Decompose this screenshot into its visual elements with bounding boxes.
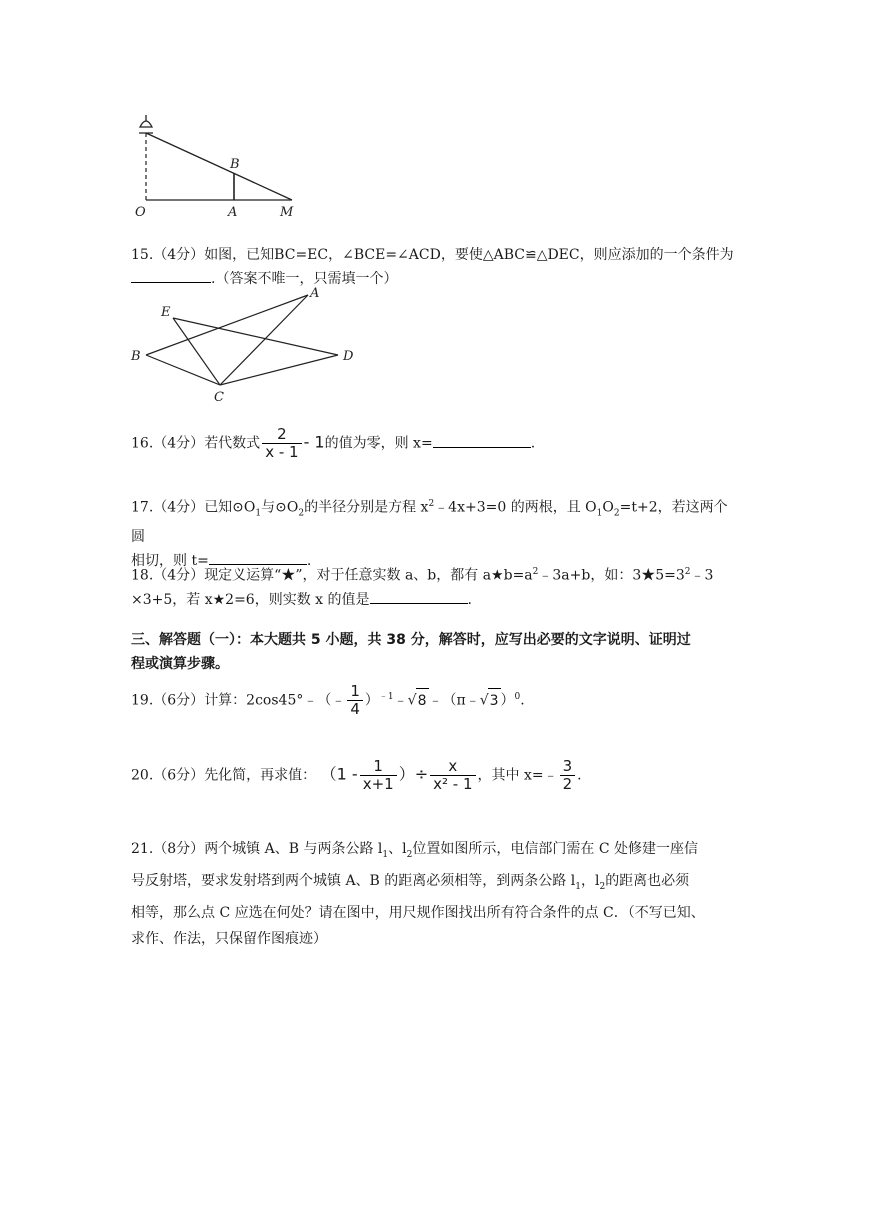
subscript: 1 bbox=[596, 508, 603, 519]
text-segment: 号反射塔，要求发射塔到两个城镇 A、B 的距离必须相等，到两条公路 l bbox=[131, 872, 576, 889]
fraction-numerator: x bbox=[430, 758, 475, 776]
label-a: A bbox=[228, 205, 238, 220]
question-score: （6分） bbox=[153, 692, 205, 709]
sqrt-sign: √ bbox=[407, 692, 417, 709]
segment-ca bbox=[220, 295, 308, 385]
fraction bbox=[560, 758, 576, 793]
label-m: M bbox=[280, 205, 294, 220]
subscript: 1 bbox=[382, 849, 389, 860]
superscript: 2 bbox=[428, 499, 435, 509]
light-ray bbox=[146, 133, 292, 200]
figure-q15 bbox=[128, 283, 363, 405]
radicand: 8 bbox=[416, 688, 429, 713]
label-a: A bbox=[310, 286, 320, 301]
subscript: 1 bbox=[575, 881, 581, 892]
question-16 bbox=[131, 426, 741, 461]
text-segment: 求作、作法，只保留作图痕迹） bbox=[131, 930, 327, 947]
text-segment: （1 - bbox=[320, 764, 358, 784]
question-number: 20. bbox=[131, 767, 154, 784]
question-18 bbox=[131, 560, 741, 612]
text-segment: 现定义运算“★”，对于任意实数 a、b，都有 a★b=a bbox=[204, 567, 533, 584]
question-score: （4分） bbox=[153, 247, 205, 263]
fraction-denominator: x² - 1 bbox=[433, 775, 473, 793]
subscript: 2 bbox=[406, 849, 413, 860]
text-segment: 相等，那么点 C 应选在何处？请在图中，用尺规作图找出所有符合条件的点 C．（不写已知、 bbox=[131, 904, 705, 921]
text-segment: ﹣3 bbox=[690, 567, 714, 584]
question-score: （4分） bbox=[153, 567, 205, 584]
lamp-icon bbox=[139, 115, 153, 133]
superscript: 2 bbox=[532, 567, 539, 577]
answer-blank[interactable] bbox=[433, 433, 531, 448]
label-b: B bbox=[230, 157, 240, 172]
label-e: E bbox=[161, 305, 171, 320]
text-segment: 计算：2cos45°﹣（﹣ bbox=[204, 692, 346, 709]
text-segment: 已知⊙O bbox=[204, 499, 256, 516]
text-segment: 相切，则 t= bbox=[131, 553, 209, 570]
text-segment: 两个城镇 A、B 与两条公路 l bbox=[204, 841, 383, 857]
subscript: 2 bbox=[599, 881, 606, 892]
question-text: 如图，已知BC=EC，∠BCE=∠ACD，要使△ABC≌△DEC，则应添加的一个条件为 bbox=[204, 247, 734, 263]
text-segment: ﹣ bbox=[393, 692, 408, 709]
question-number: 21. bbox=[131, 841, 154, 857]
text-segment: ，其中 x=﹣ bbox=[477, 767, 558, 784]
question-20 bbox=[131, 758, 741, 793]
superscript: 0 bbox=[514, 691, 521, 702]
period: . bbox=[577, 767, 582, 784]
figure-q14 bbox=[125, 105, 315, 220]
text-segment: 先化简，再求值： bbox=[204, 767, 317, 784]
minus-one: - 1 bbox=[303, 432, 325, 452]
text-segment: O bbox=[602, 499, 614, 516]
fraction-denominator: 4 bbox=[350, 700, 360, 718]
label-o: O bbox=[135, 205, 146, 220]
fraction bbox=[347, 683, 363, 718]
sqrt-sign: √ bbox=[479, 692, 489, 709]
heading-line: 程或演算步骤。 bbox=[131, 656, 229, 672]
text-segment: 的距离也必须 bbox=[605, 872, 690, 889]
fraction bbox=[360, 758, 397, 793]
radicand: 3 bbox=[488, 688, 501, 713]
text-segment: 、l bbox=[388, 841, 407, 857]
text-segment: ） bbox=[364, 692, 379, 709]
question-score: （8分） bbox=[153, 841, 205, 857]
period: . bbox=[467, 591, 472, 608]
fraction-numerator: 1 bbox=[360, 758, 397, 776]
question-number: 19. bbox=[131, 692, 154, 709]
superscript: ﹣1 bbox=[378, 691, 394, 702]
fraction-denominator: 2 bbox=[562, 775, 573, 793]
answer-blank[interactable] bbox=[370, 589, 468, 604]
label-b: B bbox=[131, 349, 141, 364]
text-segment: 位置如图所示，电信部门需在 C 处修建一座信 bbox=[412, 841, 698, 857]
question-19 bbox=[131, 683, 741, 718]
answer-blank[interactable] bbox=[131, 268, 211, 283]
question-suffix: 的值为零，则 x= bbox=[324, 435, 433, 452]
text-segment: =t+2，若这两个圆 bbox=[131, 499, 728, 546]
text-segment: ）÷ bbox=[398, 764, 429, 784]
label-c: C bbox=[214, 390, 224, 405]
question-score: （6分） bbox=[153, 767, 205, 784]
period: . bbox=[530, 435, 536, 452]
question-number: 15. bbox=[131, 247, 154, 263]
text-segment: ×3+5，若 x★2=6，则实数 x 的值是 bbox=[131, 591, 370, 608]
fraction-denominator: x+1 bbox=[362, 775, 394, 793]
subscript: 2 bbox=[298, 508, 305, 519]
segment-cd bbox=[220, 355, 338, 385]
subscript: 2 bbox=[613, 508, 620, 519]
period: . bbox=[306, 553, 312, 570]
section-heading bbox=[131, 628, 741, 676]
fraction bbox=[262, 426, 301, 461]
question-score: （4分） bbox=[153, 499, 205, 516]
segment-ba bbox=[146, 295, 308, 355]
question-21 bbox=[131, 836, 741, 952]
superscript: 2 bbox=[684, 567, 691, 577]
question-number: 16. bbox=[131, 435, 154, 452]
period: . bbox=[520, 692, 525, 709]
question-number: 18. bbox=[131, 567, 154, 584]
text-segment: ） bbox=[500, 692, 515, 709]
fraction-numerator: 3 bbox=[560, 758, 576, 776]
text-segment: ﹣4x+3=0 的两根，且 O bbox=[434, 499, 597, 516]
fraction-denominator: x - 1 bbox=[265, 443, 299, 461]
heading-line: 三、解答题（一）：本大题共 5 小题，共 38 分，解答时，应写出必要的文字说明、证明过 bbox=[131, 632, 691, 648]
fraction-numerator: 1 bbox=[347, 683, 363, 701]
question-number: 17. bbox=[131, 499, 154, 516]
fraction bbox=[430, 758, 475, 793]
text-segment: ﹣3a+b，如：3★5=3 bbox=[538, 567, 685, 584]
subscript: 1 bbox=[255, 508, 262, 519]
question-prefix: 若代数式 bbox=[204, 435, 261, 452]
question-note: .（答案不唯一，只需填一个） bbox=[211, 271, 398, 287]
text-segment: 与⊙O bbox=[261, 499, 299, 516]
text-segment: ，l bbox=[580, 872, 600, 889]
question-score: （4分） bbox=[153, 435, 205, 452]
fraction-numerator: 2 bbox=[262, 426, 301, 444]
label-d: D bbox=[343, 349, 354, 364]
text-segment: 的半径分别是方程 x bbox=[304, 499, 429, 516]
text-segment: ﹣（π﹣ bbox=[428, 692, 480, 709]
